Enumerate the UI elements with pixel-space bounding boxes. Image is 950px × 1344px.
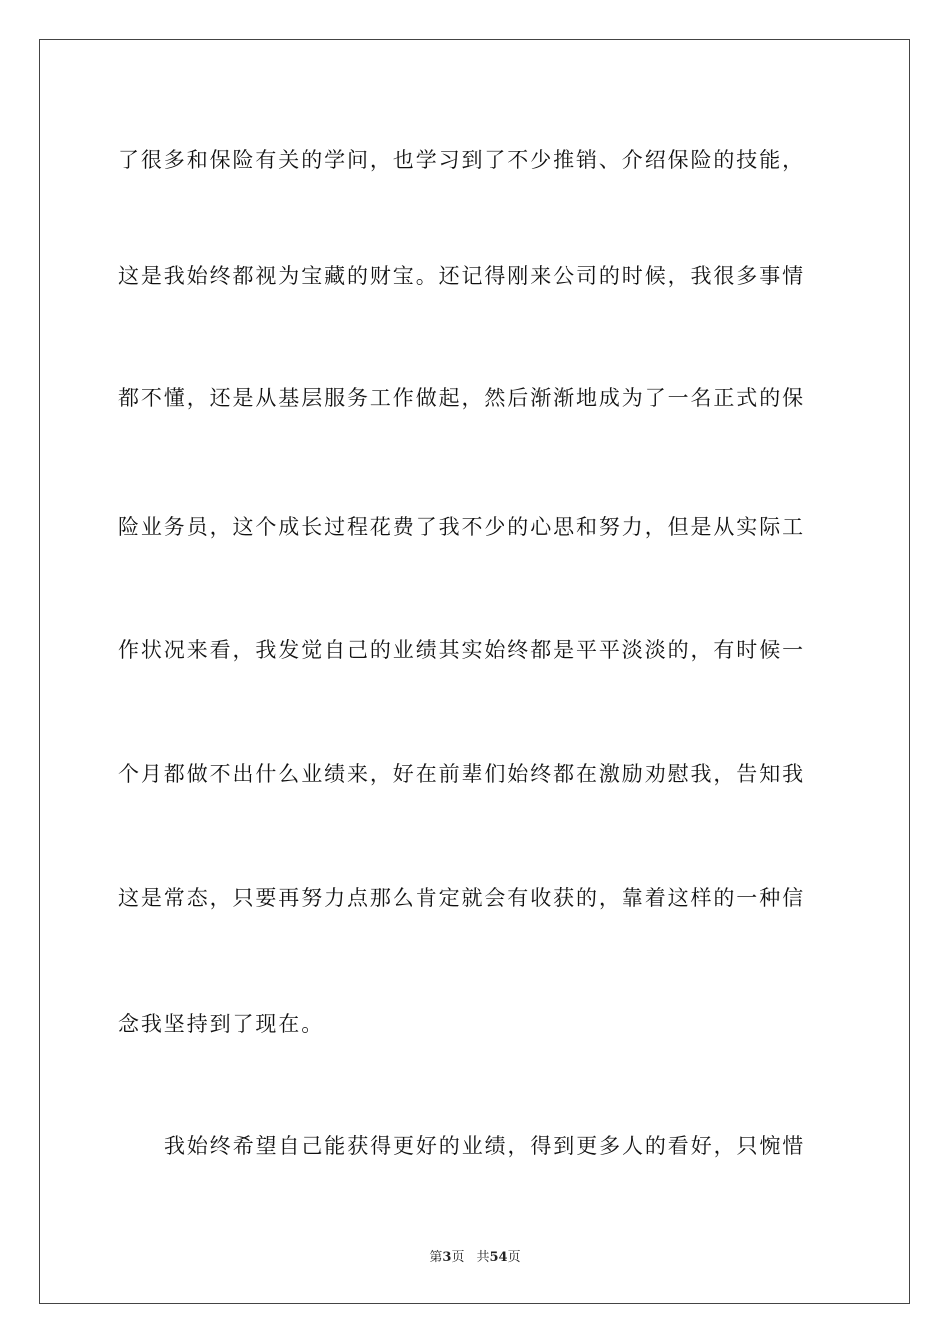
page-number: 3 — [442, 1250, 452, 1265]
text-line: 作状况来看，我发觉自己的业绩其实始终都是平平淡淡的，有时候一 — [118, 638, 805, 662]
total-suffix: 页 — [507, 1250, 521, 1265]
total-pages: 54 — [489, 1250, 508, 1265]
text-line: 念我坚持到了现在。 — [118, 1012, 325, 1036]
text-line: 个月都做不出什么业绩来，好在前辈们始终都在激励劝慰我，告知我 — [118, 762, 805, 786]
text-line: 了很多和保险有关的学问，也学习到了不少推销、介绍保险的技能， — [118, 148, 805, 172]
total-prefix: 共 — [476, 1250, 490, 1265]
page-footer — [0, 1250, 950, 1266]
text-line: 险业务员，这个成长过程花费了我不少的心思和努力，但是从实际工 — [118, 515, 805, 539]
page-prefix: 第 — [429, 1250, 443, 1265]
text-line: 都不懂，还是从基层服务工作做起，然后渐渐地成为了一名正式的保 — [118, 386, 805, 410]
page-border — [39, 39, 910, 1304]
page-suffix: 页 — [451, 1250, 465, 1265]
text-line-indented: 我始终希望自己能获得更好的业绩，得到更多人的看好，只惋惜 — [164, 1134, 806, 1158]
text-line: 这是我始终都视为宝藏的财宝。还记得刚来公司的时候，我很多事情 — [118, 264, 805, 288]
text-line: 这是常态，只要再努力点那么肯定就会有收获的，靠着这样的一种信 — [118, 886, 805, 910]
